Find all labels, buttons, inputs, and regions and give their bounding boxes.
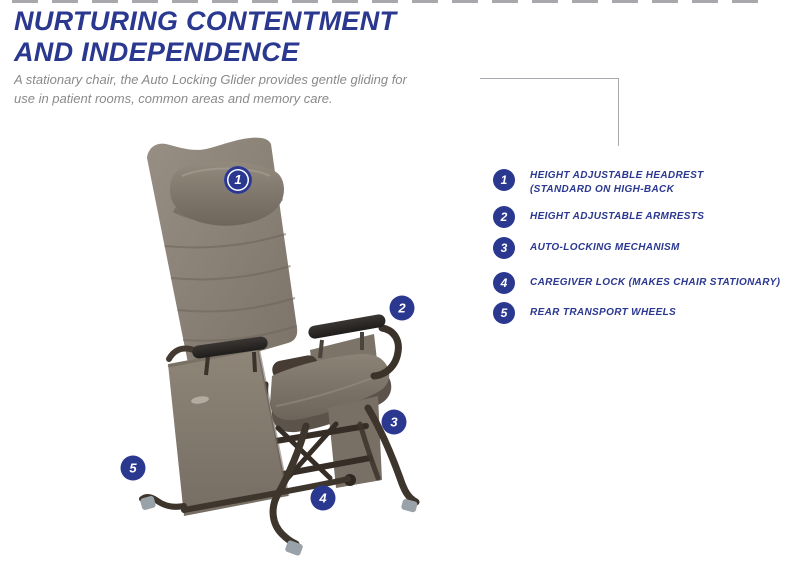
legend-item-5: [493, 302, 676, 324]
page-subtitle-line2: use in patient rooms, common areas and memory care.: [14, 91, 333, 106]
legend-item-4: [493, 272, 780, 294]
legend-label-3: AUTO-LOCKING MECHANISM: [530, 242, 680, 253]
legend-number-4: 4: [493, 272, 515, 294]
callout-marker-1: 1: [224, 166, 252, 194]
callout-marker-4: 4: [311, 486, 336, 511]
legend-label-2: HEIGHT ADJUSTABLE ARMRESTS: [530, 211, 705, 222]
chair-illustration: [108, 128, 488, 567]
callout-marker-3: 3: [382, 410, 407, 435]
legend-label-4: CAREGIVER LOCK (MAKES CHAIR STATIONARY): [530, 277, 781, 288]
legend-label-1: HEIGHT ADJUSTABLE HEADREST (STANDARD ON HIGH-BACK: [530, 170, 704, 195]
legend-label-5: REAR TRANSPORT WHEELS: [530, 307, 677, 318]
legend-item-2: [493, 206, 704, 228]
page-title-line2: AND INDEPENDENCE: [14, 37, 300, 67]
callout-marker-2: 2: [390, 296, 415, 321]
callout-marker-5: 5: [121, 456, 146, 481]
page-subtitle: [14, 70, 407, 108]
legend-number-3: 3: [493, 237, 515, 259]
page-title: [14, 6, 396, 68]
legend-item-3: [493, 237, 680, 259]
legend-number-5: 5: [493, 302, 515, 324]
page-title-line1: NURTURING CONTENTMENT: [14, 6, 397, 36]
legend-number-1: 1: [493, 169, 515, 191]
leader-line: [480, 78, 619, 146]
chair-skirt-panel: [168, 347, 288, 516]
legend-number-2: 2: [493, 206, 515, 228]
legend-item-1: [493, 169, 704, 196]
cropped-text-artifact: [12, 0, 760, 3]
chair-right-base-panel: [328, 396, 382, 488]
page-subtitle-line1: A stationary chair, the Auto Locking Glider provides gentle gliding for: [14, 72, 407, 87]
